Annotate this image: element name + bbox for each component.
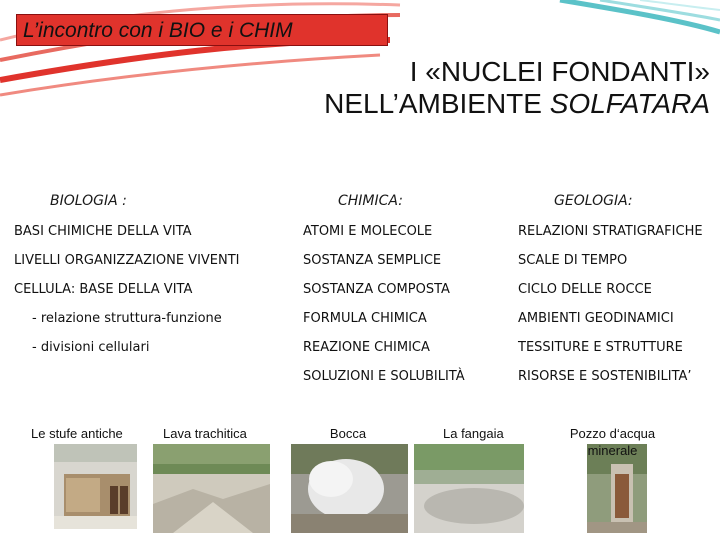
header-banner (16, 14, 388, 46)
list-item: SOSTANZA SEMPLICE (303, 253, 442, 268)
list-item: - relazione struttura-funzione (32, 311, 222, 326)
caption-bocca: Bocca (329, 426, 367, 441)
list-item: SCALE DI TEMPO (518, 253, 628, 268)
heading-biologia: BIOLOGIA : (50, 193, 127, 209)
list-item: REAZIONE CHIMICA (303, 340, 430, 355)
list-item: BASI CHIMICHE DELLA VITA (14, 224, 192, 239)
list-item: AMBIENTI GEODINAMICI (518, 311, 674, 326)
list-item: CICLO DELLE ROCCE (518, 282, 652, 297)
list-item: - divisioni cellulari (32, 340, 150, 355)
caption-stufe: Le stufe antiche (31, 426, 123, 441)
heading-chimica: CHIMICA: (338, 193, 403, 209)
list-item: ATOMI E MOLECOLE (303, 224, 433, 239)
list-item: RELAZIONI STRATIGRAFICHE (518, 224, 703, 239)
photo-stufe-antiche (54, 444, 137, 529)
list-item: CELLULA: BASE DELLA VITA (14, 282, 193, 297)
list-item: LIVELLI ORGANIZZAZIONE VIVENTI (14, 253, 240, 268)
list-item: TESSITURE E STRUTTURE (518, 340, 683, 355)
main-title-line2: NELL’AMBIENTE SOLFATARA (324, 88, 710, 119)
list-geologia (518, 224, 703, 398)
header-title: L’incontro con i BIO e i CHIM (23, 19, 293, 42)
caption-fangaia: La fangaia (443, 426, 504, 441)
list-item: SOLUZIONI E SOLUBILITÀ (303, 369, 465, 384)
photo-bocca-grande (291, 444, 408, 533)
photo-lava-trachitica (153, 444, 270, 533)
list-item: RISORSE E SOSTENIBILITA’ (518, 369, 692, 384)
list-biologia (14, 224, 240, 369)
heading-geologia: GEOLOGIA: (554, 193, 633, 209)
list-item: FORMULA CHIMICA (303, 311, 427, 326)
caption-pozzo: Pozzo d‘acqua minerale (569, 426, 656, 458)
main-title-line1: I «NUCLEI FONDANTI» (409, 56, 710, 87)
photo-fangaia (414, 444, 524, 533)
main-title (324, 56, 710, 120)
list-chimica (303, 224, 465, 398)
caption-lava: Lava trachitica (163, 426, 247, 441)
list-item: SOSTANZA COMPOSTA (303, 282, 450, 297)
